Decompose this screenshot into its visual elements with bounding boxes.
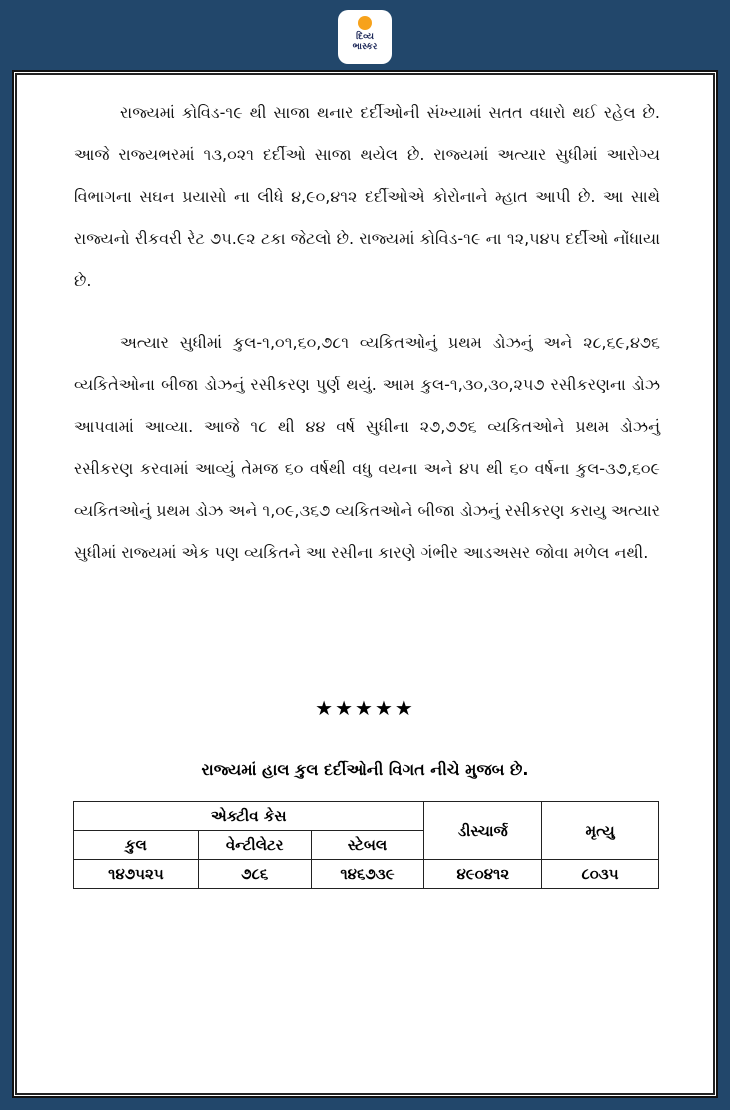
table-header-row bbox=[74, 802, 659, 831]
stable-header: સ્ટેબલ bbox=[311, 831, 424, 860]
death-value: ૮૦૩૫ bbox=[542, 860, 659, 889]
ventilator-header: વેન્ટીલેટર bbox=[198, 831, 311, 860]
death-header: મૃત્યુ bbox=[542, 802, 659, 860]
paragraph-recovery: રાજ્યમાં કોવિડ-૧૯ થી સાજા થનાર દર્દીઓની સંખ્યામાં સતત વધારો થઈ રહેલ છે. આજે રાજ્યભરમાં ૧૩,૦૨૧ દર્દીઓ સાજા થયેલ છે. રાજ્યમાં અત્યાર સુધીમાં આરોગ્ય વિભાગના સઘન પ્રયાસો ના લીધે ૪,૯૦,૪૧૨ દર્દીઓએ કોરોનાને મ્હાત આપી છે. આ સાથે રાજ્યનો રીકવરી રેટ ૭૫.૯૨ ટકા જેટલો છે. રાજ્યમાં કોવિડ-૧૯ ના ૧૨,૫૪૫ દર્દીઓ નોંધાયા છે. bbox=[74, 103, 660, 290]
stable-value: ૧૪૬૭૩૯ bbox=[311, 860, 424, 889]
discharge-value: ૪૯૦૪૧૨ bbox=[424, 860, 542, 889]
ventilator-value: ૭૮૬ bbox=[198, 860, 311, 889]
sun-icon bbox=[358, 16, 372, 30]
table-title: રાજ્યમાં હાલ કુલ દર્દીઓની વિગત નીચે મુજબ છે. bbox=[201, 760, 529, 779]
paragraph-vaccination: અત્યાર સુધીમાં કુલ-૧,૦૧,૬૦,૭૮૧ વ્યકિતઓનું પ્રથમ ડોઝનું અને ૨૮,૬૯,૪૭૬ વ્યકિતેઓના બીજા ડોઝનું રસીકરણ પુર્ણ થયું. આમ કુલ-૧,૩૦,૩૦,૨૫૭ રસીકરણના ડોઝ આપવામાં આવ્યા. આજે ૧૮ થી ૪૪ વર્ષ સુધીના ૨૭,૭૭૬ વ્યકિતઓને પ્રથમ ડોઝનું રસીકરણ કરવામાં આવ્યું તેમજ ૬૦ વર્ષથી વધુ વયના અને ૪૫ થી ૬૦ વર્ષના કુલ-૩૭,૬૦૯ વ્યકિતઓનું પ્રથમ ડોઝ અને ૧,૦૯,૩૬૭ વ્યકિતઓને બીજા ડોઝનું રસીકરણ કરાયુ અત્યાર સુધીમાં રાજ્યમાં એક પણ વ્યકિતને આ રસીના કારણે ગંભીર આડઅસર જોવા મળેલ નથી. bbox=[74, 333, 660, 562]
divya-bhaskar-logo bbox=[338, 10, 392, 64]
logo-text-line2: ભાસ્કર bbox=[352, 42, 378, 52]
patient-stats-table bbox=[73, 801, 659, 889]
document-page bbox=[12, 70, 718, 1098]
total-value: ૧૪૭૫૨૫ bbox=[74, 860, 199, 889]
active-cases-header: એક્ટીવ કેસ bbox=[74, 802, 424, 831]
star-divider: ★★★★★ bbox=[315, 696, 415, 720]
table-row bbox=[74, 860, 659, 889]
discharge-header: ડીસ્ચાર્જ bbox=[424, 802, 542, 860]
total-header: કુલ bbox=[74, 831, 199, 860]
logo-text-line1: દિવ્ય bbox=[356, 32, 374, 42]
